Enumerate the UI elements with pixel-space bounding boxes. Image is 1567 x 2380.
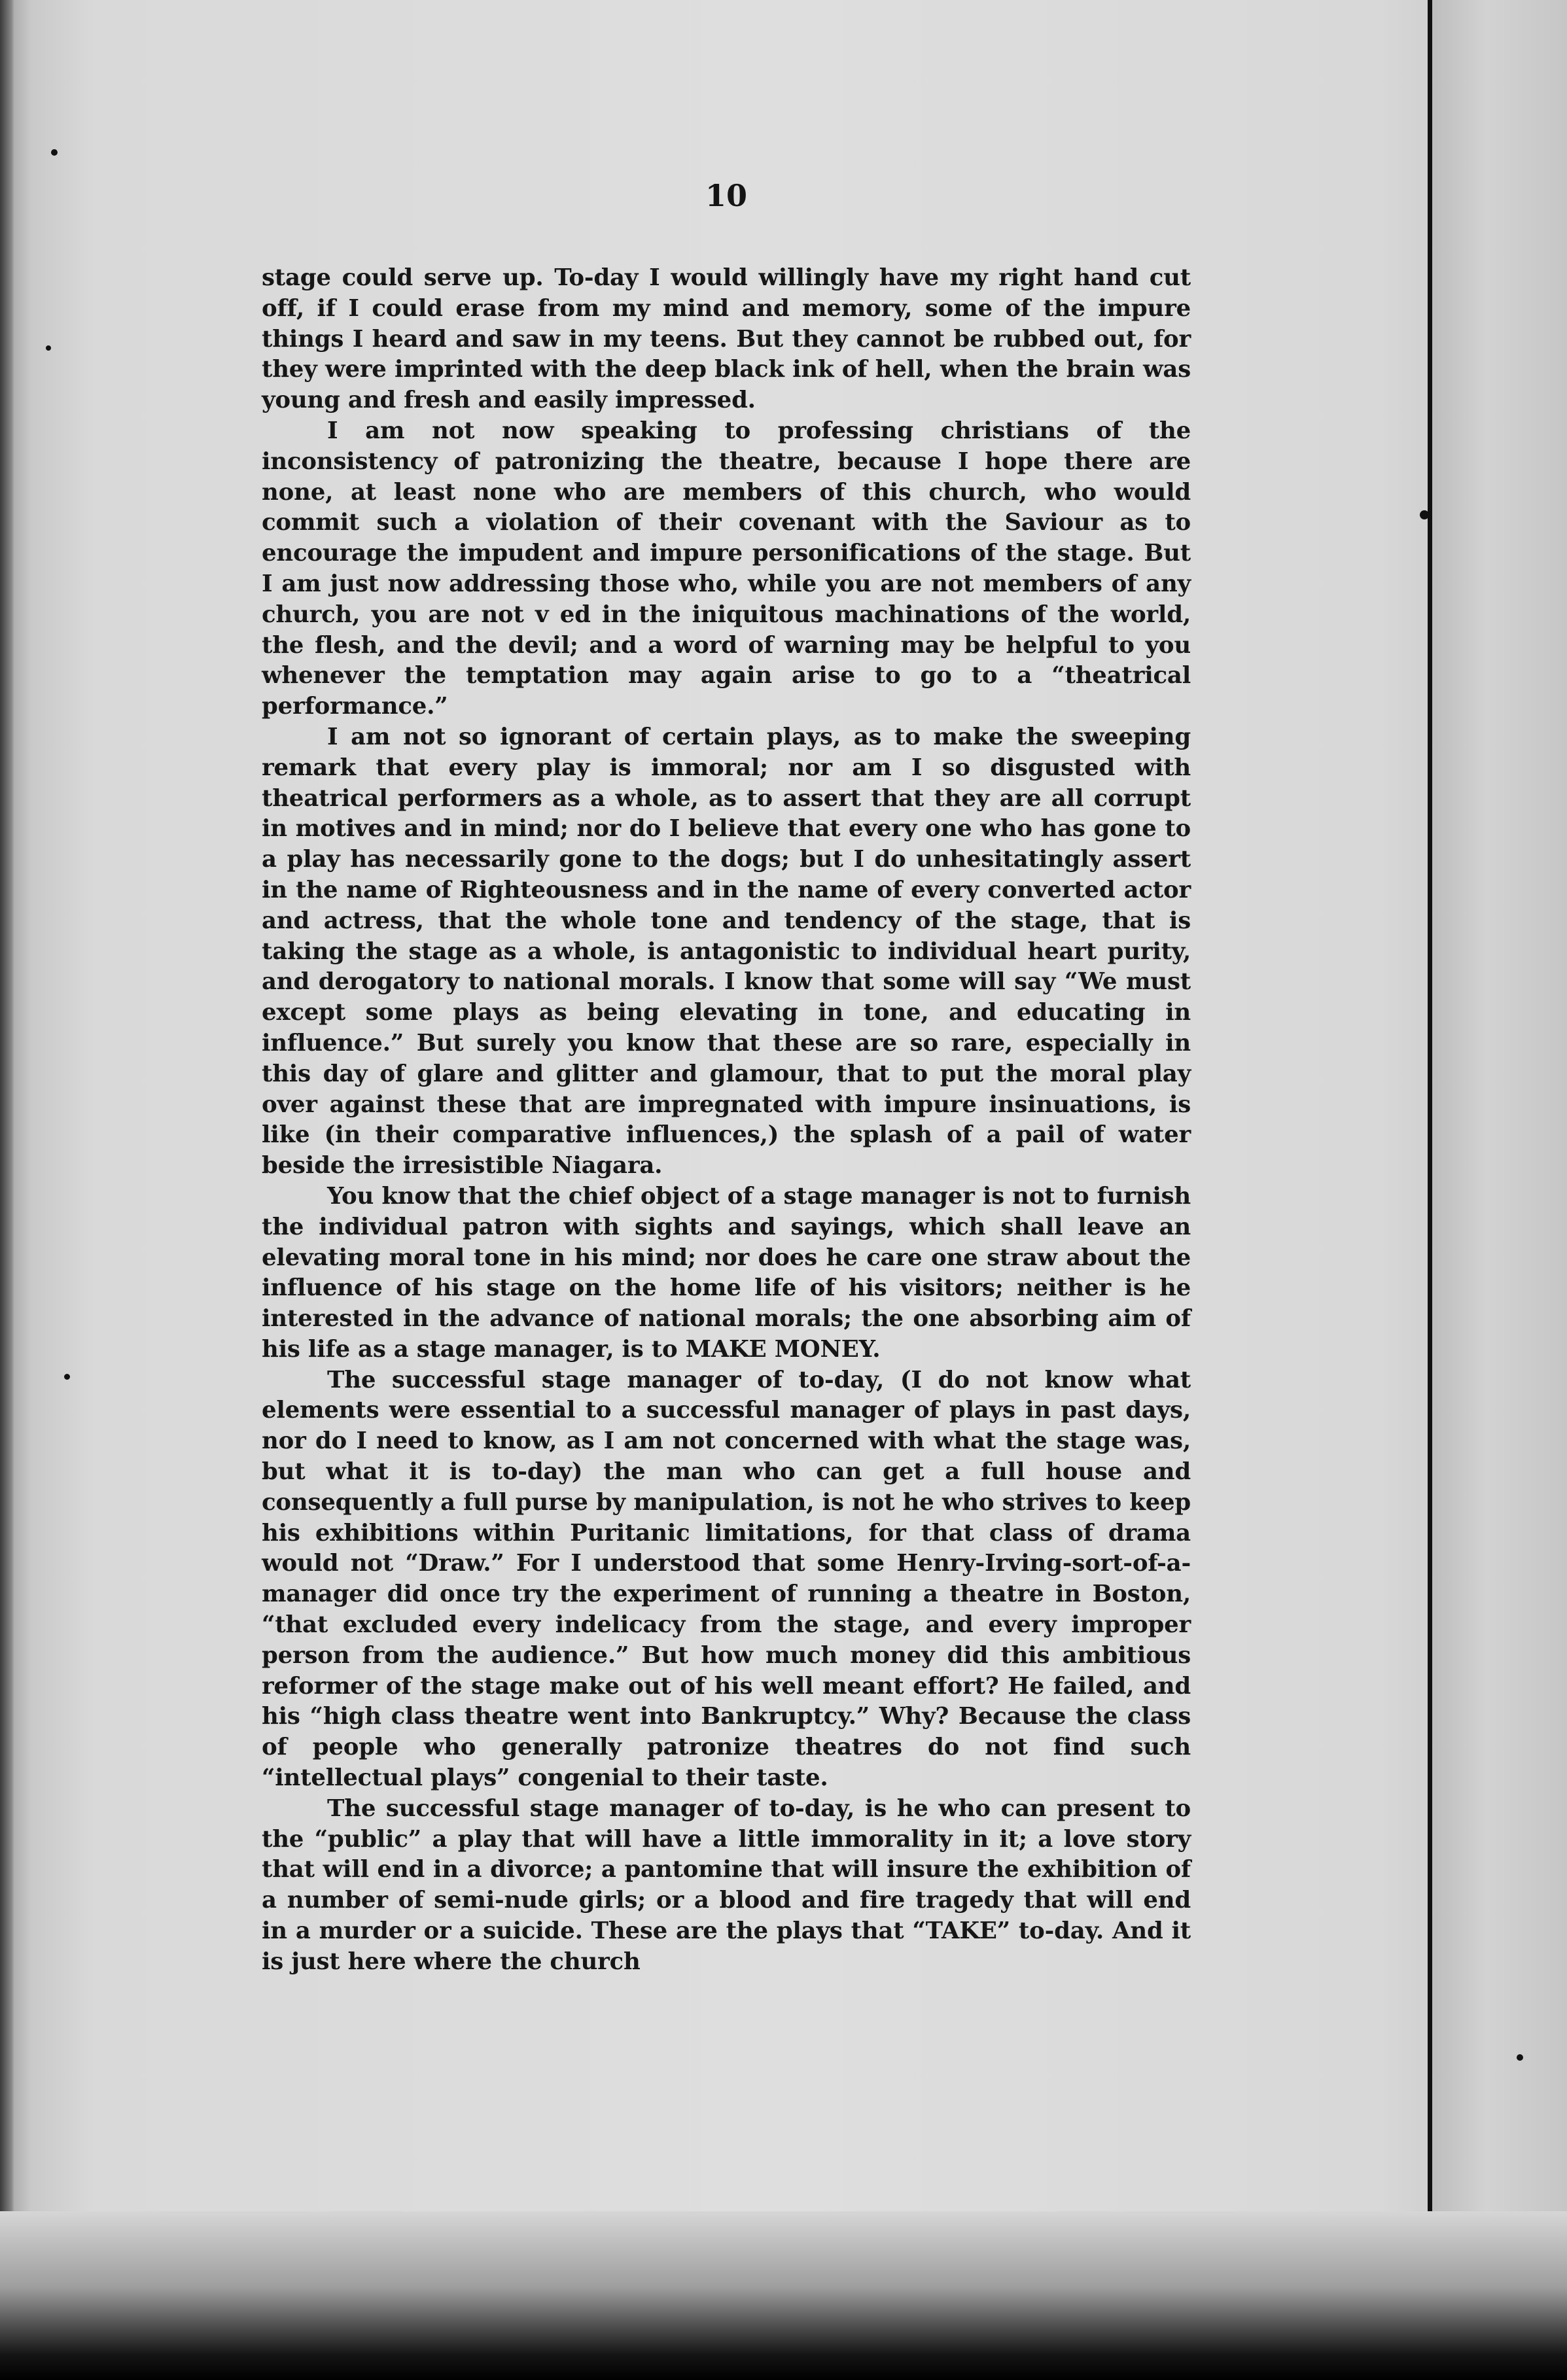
bottom-shadow-band: [0, 2211, 1567, 2380]
paragraph: I am not so ignorant of certain plays, as to make the sweeping remark that every play is immoral; nor am I so disgusted with theatrical performers as a whole, as to assert that they are all corrupt in motives and in mind; nor do I believe that every one who has gone to a play has necessarily gone to the dogs; but I do unhesitatingly assert in the name of Righteousness and in the name of every converted actor and actress, that the whole tone and tendency of the stage, that is taking the stage as a whole, is antagonistic to individual heart purity, and derogatory to national morals. I know that some will say “We must except some plays as being elevating in tone, and educating in influence.” But surely you know that these are so rare, especially in this day of glare and glitter and glamour, that to put the moral play over against these that are impregnated with impure insinuations, is like (in their comparative influences,) the splash of a pail of water beside the irresistible Niagara.: [262, 723, 1191, 1180]
paragraph: You know that the chief object of a stage manager is not to furnish the individual patron with sights and sayings, which shall leave an elevating moral tone in his mind; nor does he care one straw about the influence of his stage on the home life of his visitors; neither is he interested in the advance of national morals; the one absorbing aim of his life as a stage manager, is to MAKE MONEY.: [262, 1182, 1191, 1363]
scan-speck: [46, 345, 51, 351]
scan-speck: [64, 1374, 70, 1380]
body-text: [262, 263, 1191, 1978]
adjacent-page-strip: [1432, 0, 1567, 2380]
page-fold-line: [1428, 0, 1432, 2224]
page-number: 10: [705, 178, 747, 213]
scan-speck: [51, 149, 58, 156]
left-binding-edge: [0, 0, 14, 2380]
paragraph: The successful stage manager of to-day, is he who can present to the “public” a play that will have a little immorality in it; a love story that will end in a divorce; a pantomine that will insure the exhibition of a number of semi-nude girls; or a blood and fire tragedy that will end in a murder or a suicide. These are the plays that “TAKE” to-day. And it is just here where the church: [262, 1794, 1191, 1975]
scan-speck: [1517, 2054, 1523, 2061]
scan-speck: [1420, 510, 1429, 519]
paragraph: I am not now speaking to professing christians of the inconsistency of patronizing the theatre, because I hope there are none, at least none who are members of this church, who would commit such a violation of their covenant with the Saviour as to encourage the impudent and impure personifications of the stage. But I am just now addressing those who, while you are not members of any church, you are not v ed in the iniquitous machinations of the world, the flesh, and the devil; and a word of warning may be helpful to you whenever the temptation may again arise to go to a “theatrical performance.”: [262, 417, 1191, 720]
paragraph: The successful stage manager of to-day, (I do not know what elements were essential to a successful manager of plays in past days, nor do I need to know, as I am not concerned with what the stage was, but what it is to-day) the man who can get a full house and consequently a full purse by manipulation, is not he who strives to keep his exhibitions within Puritanic limitations, for that class of drama would not “Draw.” For I understood that some Henry-Irving-sort-of-a-manager did once try the experiment of running a theatre in Boston, “that excluded every indelicacy from the stage, and every improper person from the audience.” But how much money did this ambitious reformer of the stage make out of his well meant effort? He failed, and his “high class theatre went into Bankruptcy.” Why? Because the class of people who generally patronize theatres do not find such “intellectual plays” congenial to their taste.: [262, 1366, 1191, 1792]
paragraph: stage could serve up. To-day I would willingly have my right hand cut off, if I could erase from my mind and memory, some of the impure things I heard and saw in my teens. But they cannot be rubbed out, for they were imprinted with the deep black ink of hell, when the brain was young and fresh and easily impressed.: [262, 264, 1191, 414]
